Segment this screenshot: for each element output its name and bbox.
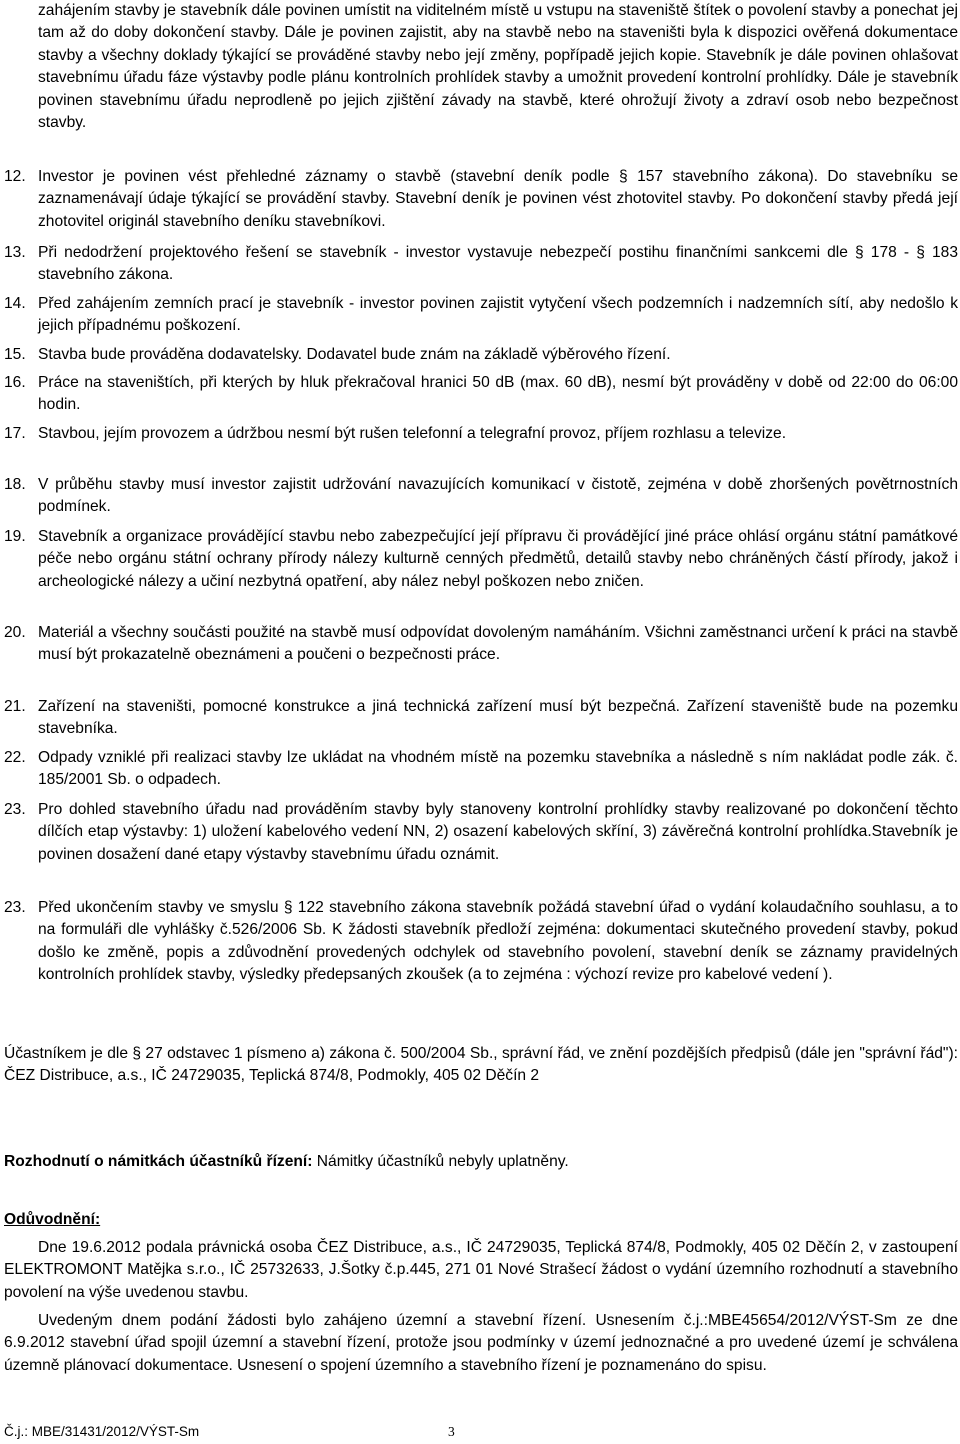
item-text: Stavebník a organizace provádějící stavbu nebo zabezpečující její přípravu či provádějící jiné práce ohlásí orgánu státní památkové péče nebo orgánu státní ochrany přírody nálezy kulturně cenných předmětů, detailů stavby nebo chráněných částí přírody, jakož i archeologické nálezy a učiní nezbytná opatření, aby nález nebyl poškozen nebo zničen.: [38, 528, 958, 590]
item-text: Odpady vzniklé při realizaci stavby lze ukládat na vhodném místě na pozemku stavebníka a následně s ním nakládat podle zák. č. 185/2001 Sb. o odpadech.: [38, 749, 958, 789]
item-text: Stavba bude prováděna dodavatelsky. Dodavatel bude znám na základě výběrového řízení.: [38, 346, 671, 363]
item-number: 23.: [4, 801, 26, 818]
item-text: Materiál a všechny součásti použité na stavbě musí odpovídat dovoleným namáháním. Všichni zaměstnanci určení k práci na stavbě musí být prokazatelně obeznámeni a poučeni o bezpečnosti práce.: [38, 624, 958, 664]
page-footer: [4, 1424, 455, 1440]
reasoning-p2-text: Uvedeným dnem podání žádosti bylo zahájeno územní a stavební řízení. Usnesením č.j.:MBE45654/2012/VÝST-Sm ze dne 6.9.2012 stavební úřad spojil územní a stavební řízení, protože jsou podmínky v území jednoznačné a pro uvedené území je schválena územně plánovací dokumentace. Usnesení o spojení územního a stavebního řízení je poznamenáno do spisu.: [4, 1312, 958, 1374]
item-text: Pro dohled stavebního úřadu nad prováděním stavby byly stanoveny kontrolní prohlídky stavby realizované po dokončení těchto dílčích etap výstavby: 1) uložení kabelového vedení NN, 2) osazení kabelových skříní, 3) závěrečná kontrolní prohlídka.Stavebník je povinen dosažení dané etapy výstavby stavebnímu úřadu oznámit.: [38, 801, 958, 863]
document-reference: Č.j.: MBE/31431/2012/VÝST-Sm: [4, 1424, 200, 1439]
item-number: 19.: [4, 528, 26, 545]
item-text: Při nedodržení projektového řešení se stavebník - investor vystavuje nebezpečí postihu finančními sankcemi dle § 178 - § 183 stavebního zákona.: [38, 244, 958, 284]
item-number: 14.: [4, 295, 26, 312]
item-number: 12.: [4, 168, 26, 185]
reasoning-paragraph-2: [4, 1310, 958, 1377]
item-text: Stavbou, jejím provozem a údržbou nesmí být rušen telefonní a telegrafní provoz, příjem rozhlasu a televize.: [38, 425, 787, 442]
reasoning-paragraph-1: [4, 1237, 958, 1304]
item-number: 20.: [4, 624, 26, 641]
item-number: 22.: [4, 749, 26, 766]
item-text: V průběhu stavby musí investor zajistit udržování navazujících komunikací v čistotě, zejména v době zhoršených povětrnostních podmínek.: [38, 476, 958, 516]
objections-label: Rozhodnutí o námitkách účastníků řízení:: [4, 1153, 313, 1170]
item-text: Investor je povinen vést přehledné záznamy o stavbě (stavební deník podle § 157 stavebního zákona). Do stavebníku se zaznamenávají údaje týkající se provádění stavby. Stavební deník je povinen vést zhotovitel stavby. Po dokončení stavby předá její zhotovitel originál stavebního deníku stavebníkovi.: [38, 168, 958, 230]
item-number: 16.: [4, 374, 26, 391]
item-text: Práce na staveništích, při kterých by hluk překračoval hranici 50 dB (max. 60 dB), nesmí být prováděny v době od 22:00 do 06:00 hodin.: [38, 374, 958, 414]
page-number: 3: [448, 1424, 455, 1439]
item-number: 17.: [4, 425, 26, 442]
objections-paragraph: [4, 1151, 958, 1173]
item-text: Před ukončením stavby ve smyslu § 122 stavebního zákona stavebník požádá stavební úřad o vydání kolaudačního souhlasu, a to na formuláři dle vyhlášky č.526/2006 Sb. K žádosti stavebník předloží zejména: dokumentaci skutečného provedení stavby, pokud došlo ke změně, popis a zdůvodnění provedených odchylek od stavebního povolení, stavební deník se záznamy pravidelných kontrolních prohlídek stavby, výsledky předepsaných zkoušek (a to zejména : výchozí revize pro kabelové vedení ).: [38, 899, 958, 984]
item-number: 15.: [4, 346, 26, 363]
item-text: Před zahájením zemních prací je stavebník - investor povinen zajistit vytyčení všech podzemních i nadzemních sítí, aby nedošlo k jejich případnému poškození.: [38, 295, 958, 335]
continuation-paragraph: zahájením stavby je stavebník dále povinen umístit na viditelném místě u vstupu na staveniště štítek o povolení stavby a ponechat jej tam až do doby dokončení stavby. Dále je povinen zajistit, aby na stavbě nebo na staveništi byla k dispozici ověřená dokumentace stavby a všechny doklady týkající se prováděné stavby nebo její změny, popřípadě jejich kopie. Stavebník je dále povinen ohlašovat stavebnímu úřadu fáze výstavby podle plánu kontrolních prohlídek stavby a umožnit provedení kontrolní prohlídky. Dále je stavebník povinen stavebnímu úřadu neprodleně po jejich zjištění závady na stavbě, které ohrožují životy a zdraví osob nebo bezpečnost stavby.: [38, 2, 958, 132]
item-number: 23.: [4, 899, 26, 916]
item-number: 21.: [4, 698, 26, 715]
item-text: Zařízení na staveništi, pomocné konstrukce a jiná technická zařízení musí být bezpečná. Zařízení staveniště bude na pozemku stavebníka.: [38, 698, 958, 738]
participants-paragraph: Účastníkem je dle § 27 odstavec 1 písmeno a) zákona č. 500/2004 Sb., správní řád, ve znění pozdějších předpisů (dále jen "správní řád"): ČEZ Distribuce, a.s., IČ 24729035, Teplická 874/8, Podmokly, 405 02 Děčín 2: [4, 1045, 958, 1085]
reasoning-heading: Odůvodnění:: [4, 1211, 101, 1228]
objections-text: Námitky účastníků nebyly uplatněny.: [316, 1153, 569, 1170]
reasoning-p1-text: Dne 19.6.2012 podala právnická osoba ČEZ Distribuce, a.s., IČ 24729035, Teplická 874/8, Podmokly, 405 02 Děčín 2, v zastoupení ELEKTROMONT Matějka s.r.o., IČ 25732633, J.Šotky č.p.445, 271 01 Nové Strašecí žádost o vydání územního rozhodnutí a stavebního povolení na výše uvedenou stavbu.: [4, 1239, 958, 1301]
item-number: 18.: [4, 476, 26, 493]
item-number: 13.: [4, 244, 26, 261]
